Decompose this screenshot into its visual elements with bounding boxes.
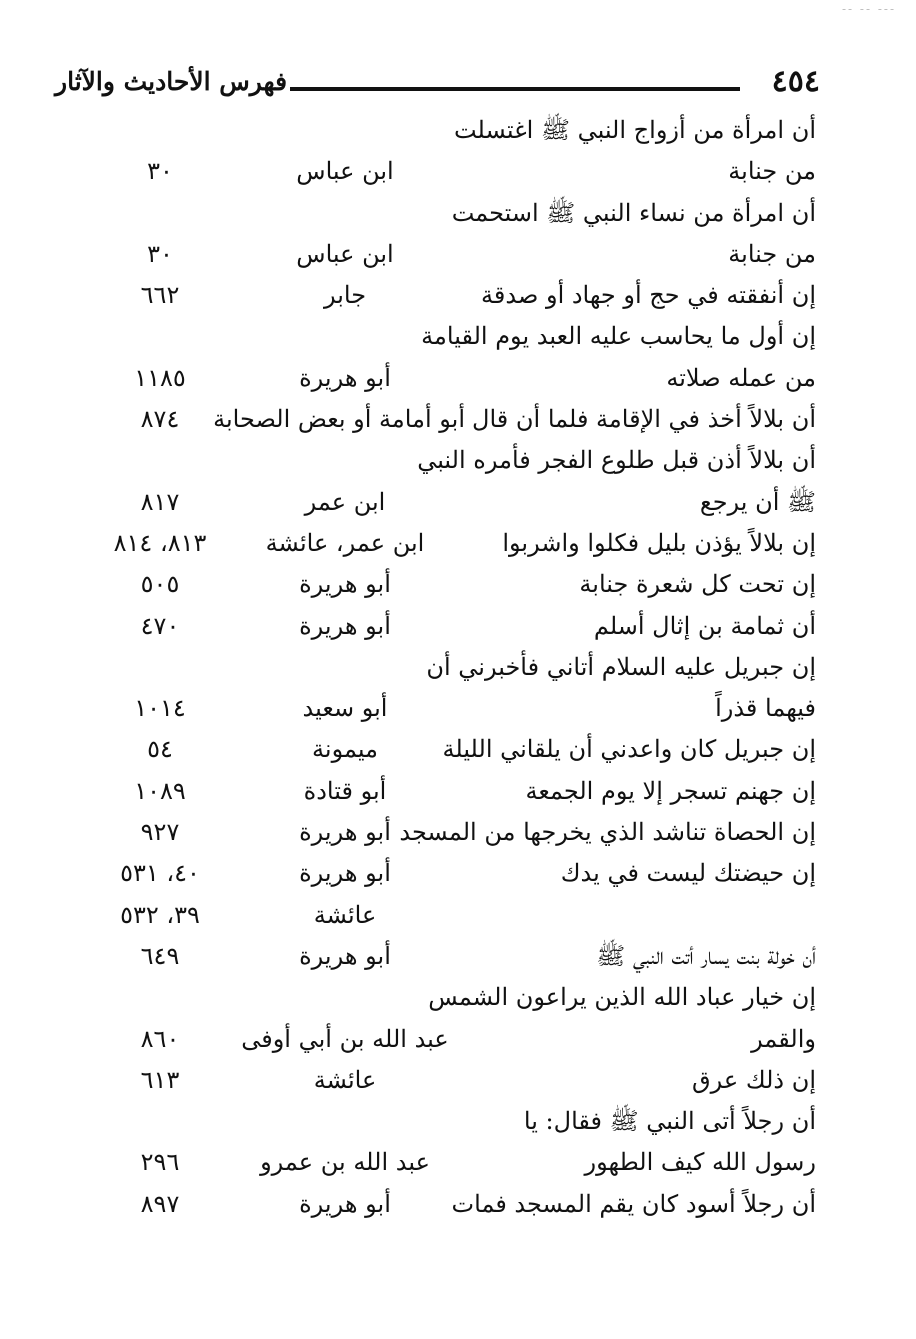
index-row	[0, 895, 916, 936]
narrator: أبو هريرة	[299, 818, 391, 847]
hadith-text: أن امرأة من نساء النبي ﷺ استحمت	[451, 198, 816, 227]
page-header	[55, 62, 820, 102]
hadith-text: والقمر	[751, 1024, 816, 1053]
index-row	[0, 771, 916, 812]
index-row	[0, 977, 916, 1018]
index-row	[0, 1142, 916, 1183]
narrator: ميمونة	[312, 735, 378, 764]
index-row	[0, 853, 916, 894]
index-row	[0, 440, 916, 481]
narrator: أبو هريرة	[299, 1189, 391, 1218]
narrator: أبو هريرة	[299, 611, 391, 640]
page-ref: ٦٦٢	[140, 281, 180, 310]
page-title: فهرس الأحاديث والآثار	[55, 67, 288, 96]
index-row	[0, 110, 916, 151]
page-ref: ٨٩٧	[140, 1189, 180, 1218]
hadith-text: إن خيار عباد الله الذين يراعون الشمس	[428, 983, 816, 1012]
hadith-text: أن امرأة من أزواج النبي ﷺ اغتسلت	[453, 116, 816, 144]
page-ref: ٦٤٩	[140, 941, 180, 970]
hadith-text: إن بلالاً يؤذن بليل فكلوا واشربوا	[502, 528, 816, 557]
hadith-text: من جنابة	[728, 239, 816, 268]
page-number: ٤٥٤	[771, 64, 820, 99]
narrator: عائشة	[313, 900, 377, 929]
narrator: أبو هريرة	[299, 859, 391, 888]
index-row	[0, 399, 916, 440]
index-row	[0, 1101, 916, 1142]
page-ref: ٨٦٠	[140, 1024, 180, 1053]
hadith-text: رسول الله كيف الطهور	[584, 1148, 816, 1177]
hadith-text: أن ثمامة بن إثال أسلم	[593, 611, 816, 640]
hadith-text: من جنابة	[728, 157, 816, 186]
narrator: أبو هريرة	[299, 363, 391, 392]
index-row	[0, 234, 916, 275]
page-ref: ٥٠٥	[140, 570, 180, 599]
corner-mark: -- -- ---	[841, 2, 896, 16]
narrator: جابر	[323, 281, 367, 310]
hadith-text: إن حيضتك ليست في يدك	[560, 859, 816, 888]
index-row	[0, 1184, 916, 1225]
narrator: ابن عباس	[296, 239, 394, 268]
narrator: ابن عمر، عائشة	[265, 528, 425, 557]
hadith-text: أن رجلاً أسود كان يقم المسجد فمات	[451, 1189, 816, 1218]
index-row	[0, 151, 916, 192]
narrator: عائشة	[313, 1065, 377, 1094]
page-ref: ٤٧٠	[140, 611, 180, 640]
index-list	[0, 110, 916, 1225]
index-row	[0, 1019, 916, 1060]
page-ref: ٣٩، ٥٣٢	[120, 900, 200, 929]
hadith-text: أن بلالاً أذن قبل طلوع الفجر فأمره النبي	[417, 446, 816, 475]
hadith-text: إن ذلك عرق	[692, 1065, 816, 1094]
page-ref: ٩٢٧	[140, 818, 180, 847]
hadith-text: إن جبريل عليه السلام أتاني فأخبرني أن	[426, 652, 816, 681]
hadith-text: إن جهنم تسجر إلا يوم الجمعة	[525, 776, 816, 805]
hadith-text: فيهما قذراً	[715, 694, 816, 723]
index-row	[0, 523, 916, 564]
index-row	[0, 647, 916, 688]
narrator: أبو هريرة	[299, 941, 391, 970]
hadith-text: إن أول ما يحاسب عليه العبد يوم القيامة	[421, 322, 816, 351]
hadith-text: ﷺ أن يرجع	[699, 487, 816, 516]
index-row	[0, 193, 916, 234]
hadith-text: أن بلالاً أخذ في الإقامة فلما أن قال	[472, 405, 816, 434]
hadith-text: أن خولة بنت يسار أتت النبي ﷺ	[596, 941, 816, 970]
index-row	[0, 688, 916, 729]
hadith-text: إن جبريل كان واعدني أن يلقاني الليلة	[442, 735, 816, 764]
page-ref: ٦١٣	[140, 1065, 180, 1094]
hadith-text: من عمله صلاته	[666, 363, 816, 392]
index-row	[0, 316, 916, 357]
index-row	[0, 358, 916, 399]
hadith-text: إن تحت كل شعرة جنابة	[579, 570, 816, 599]
index-row	[0, 936, 916, 977]
hadith-text: إن أنفقته في حج أو جهاد أو صدقة	[481, 281, 816, 310]
header-rule	[290, 87, 740, 91]
page-ref: ٤٠، ٥٣١	[120, 859, 200, 888]
narrator: أبو سعيد	[302, 694, 388, 723]
narrator: ابن عباس	[296, 157, 394, 186]
narrator: عبد الله بن أبي أوفى	[241, 1024, 449, 1053]
page-ref: ٣٠	[147, 157, 173, 186]
hadith-text: أن رجلاً أتى النبي ﷺ فقال: يا	[523, 1107, 816, 1136]
index-row	[0, 275, 916, 316]
index-row	[0, 564, 916, 605]
page-ref: ١٠١٤	[134, 694, 186, 723]
narrator: أبو قتادة	[303, 776, 387, 805]
index-row	[0, 1060, 916, 1101]
page-ref: ٨٧٤	[140, 405, 180, 434]
narrator: أبو أمامة أو بعض الصحابة	[213, 405, 465, 434]
index-row	[0, 812, 916, 853]
hadith-text: إن الحصاة تناشد الذي يخرجها من المسجد	[399, 818, 816, 847]
page-ref: ٥٤	[147, 735, 173, 764]
index-row	[0, 729, 916, 770]
index-row	[0, 482, 916, 523]
narrator: عبد الله بن عمرو	[260, 1148, 430, 1177]
page-ref: ١٠٨٩	[134, 776, 186, 805]
page-ref: ١١٨٥	[134, 363, 186, 392]
page-ref: ٣٠	[147, 239, 173, 268]
page-ref: ٢٩٦	[140, 1148, 180, 1177]
narrator: ابن عمر	[304, 487, 386, 516]
page-ref: ٨١٣، ٨١٤	[113, 528, 207, 557]
page-ref: ٨١٧	[140, 487, 180, 516]
narrator: أبو هريرة	[299, 570, 391, 599]
index-row	[0, 606, 916, 647]
